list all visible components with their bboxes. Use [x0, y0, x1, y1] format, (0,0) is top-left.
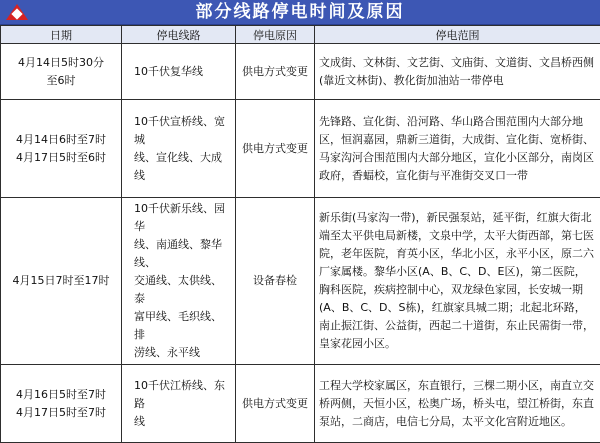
- cell-reason: 供电方式变更: [236, 100, 315, 198]
- header-line: 停电线路: [122, 26, 236, 44]
- header-scope: 停电范围: [315, 26, 600, 44]
- cell-date: 4月15日7时至17时: [1, 198, 122, 365]
- outage-table: [0, 25, 600, 443]
- table-row: [1, 100, 600, 198]
- table-row: [1, 44, 600, 100]
- table-row: [1, 365, 600, 443]
- header-date: 日期: [1, 26, 122, 44]
- title-bar: [0, 0, 600, 25]
- cell-scope: 文成街、文林街、文艺街、文庙街、文道街、文昌桥西侧(靠近文林街)、教化街加油站一带停电: [315, 44, 600, 100]
- cell-line: 10千伏宣桥线、宽城 线、宣化线、大成线: [122, 100, 236, 198]
- cell-reason: 供电方式变更: [236, 365, 315, 443]
- cell-date: 4月16日5时至7时 4月17日5时至7时: [1, 365, 122, 443]
- cell-reason: 设备春检: [236, 198, 315, 365]
- table-header-row: [1, 26, 600, 44]
- cell-reason: 供电方式变更: [236, 44, 315, 100]
- cell-line: 10千伏复华线: [122, 44, 236, 100]
- cell-date: 4月14日6时至7时 4月17日5时至6时: [1, 100, 122, 198]
- cell-scope: 新乐街(马家沟一带)，新民强泵站，延平街，红旗大街北端至太平供电局新楼，文泉中学，太平大街西部，第七医院，老年医院，育英小区，华北小区，永平小区，原二六厂家属楼。黎华小区(A、B、C、D、E区)，第二医院，胸科医院，疾病控制中心，双龙绿色家园，长安城一期(A、B、C、D、S栋)，红旗家具城二期；北起北环路，南止振江街、公益街，西起二十道街，东止民需街一带，皇家花园小区。: [315, 198, 600, 365]
- table-row: [1, 198, 600, 365]
- header-reason: 停电原因: [236, 26, 315, 44]
- cell-date: 4月14日5时30分 至6时: [1, 44, 122, 100]
- cell-scope: 工程大学校家属区，东直银行，三棵二期小区，南直立交桥两侧，天恒小区，松奥广场，桥头屯，望江桥街，东直泵站，二商店，电信七分局，太平文化宫附近地区。: [315, 365, 600, 443]
- cell-line: 10千伏新乐线、园华 线、南通线、黎华线、 交通线、太供线、泰 富甲线、毛织线、排 涝线、永平线: [122, 198, 236, 365]
- cell-line: 10千伏江桥线、东路 线: [122, 365, 236, 443]
- page-title: 部分线路停电时间及原因: [0, 1, 600, 23]
- cell-scope: 先锋路、宣化街、沿河路、华山路合围范围内大部分地区，恒润嘉园，鼎新三道街，大成街、宣化街、宽桥街、马家沟河合围范围内大部分地区，宣化小区部分，南岗区政府，香蝠校，宣化街与平准街交叉口一带: [315, 100, 600, 198]
